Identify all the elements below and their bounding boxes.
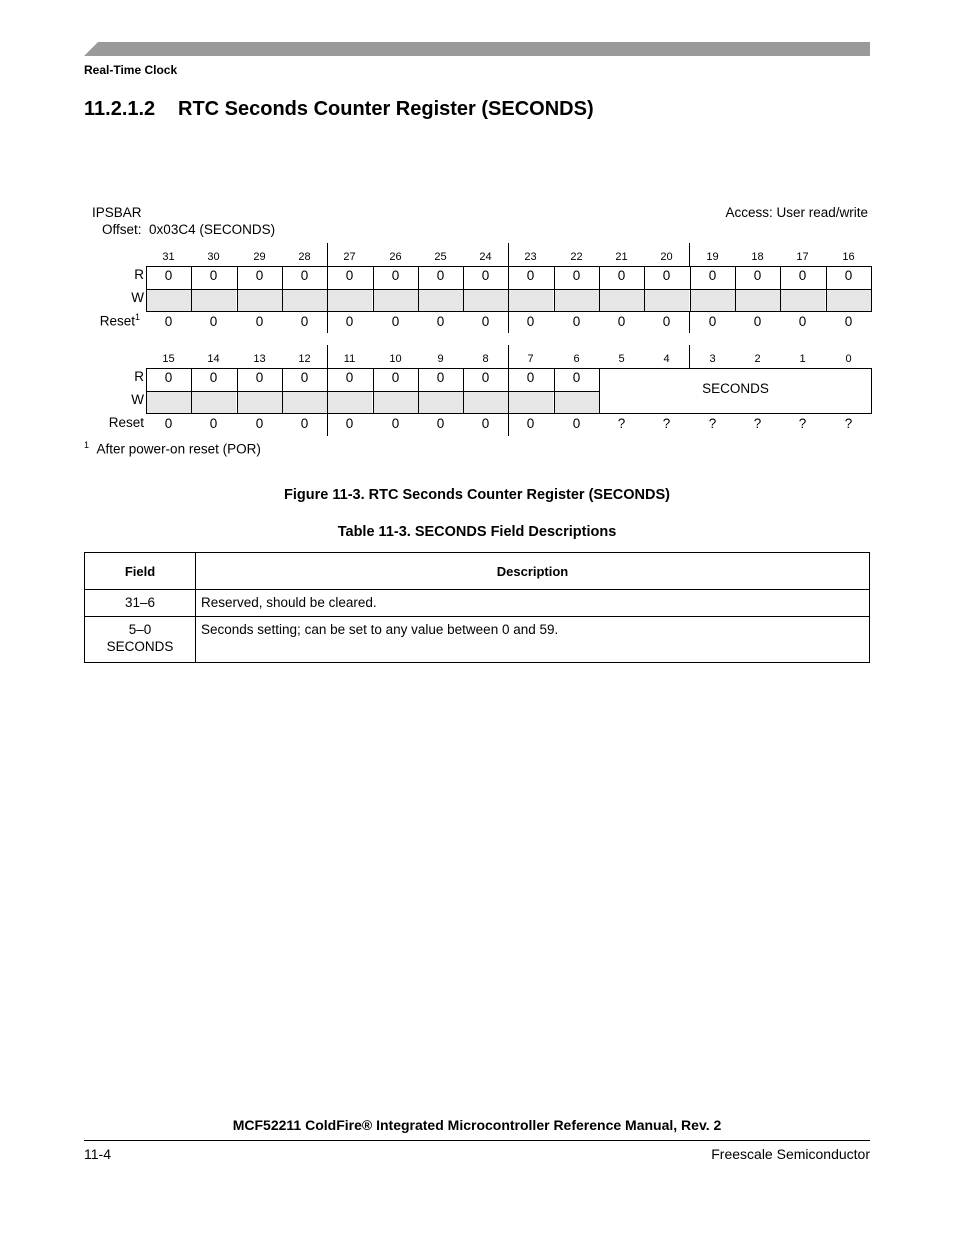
read-value: 0 [798,268,807,283]
read-value: 0 [526,268,535,283]
reset-value: 0 [300,314,309,329]
reset-label-text: Reset [99,313,135,329]
reset-value: ? [798,416,807,431]
reset-value: 0 [753,314,762,329]
write-reserved-cell [464,392,508,413]
read-value: 0 [209,268,218,283]
read-value: 0 [526,370,535,385]
bit-number: 25 [434,251,447,263]
bit-number: 21 [615,251,628,263]
bit-number: 2 [754,353,761,365]
reset-value: 0 [662,314,671,329]
bit-number: 7 [527,353,534,365]
read-value: 0 [436,370,445,385]
publisher: Freescale Semiconductor [711,1146,870,1162]
write-reserved-cell [509,392,553,413]
read-value: 0 [753,268,762,283]
write-reserved-cell [555,290,599,311]
bit-number: 0 [845,353,852,365]
lower-r-label: R [134,369,144,384]
write-reserved-cell [283,290,327,311]
bit-number: 20 [660,251,673,263]
reset-value: ? [844,416,853,431]
bit-number: 9 [437,353,444,365]
reset-value: ? [753,416,762,431]
bit-number: 30 [207,251,220,263]
reset-value: 0 [391,314,400,329]
reset-value: 0 [255,314,264,329]
reset-value: 0 [209,416,218,431]
bit-number: 13 [253,353,266,365]
read-value: 0 [345,370,354,385]
read-value: 0 [708,268,717,283]
reset-value: 0 [844,314,853,329]
bit-number: 10 [389,353,402,365]
bit-number: 15 [162,353,175,365]
field-bits: 5–0 [128,622,152,637]
read-value: 0 [391,370,400,385]
write-reserved-cell [555,392,599,413]
write-reserved-cell [781,290,825,311]
bit-number: 1 [799,353,806,365]
seconds-field: SECONDS [702,381,769,396]
reset-value: 0 [391,416,400,431]
reset-value: 0 [164,314,173,329]
description-cell: Reserved, should be cleared. [196,590,870,617]
bit-number: 17 [796,251,809,263]
bit-number: 6 [573,353,580,365]
bit-number: 24 [479,251,492,263]
footer-rule [84,1140,870,1141]
write-reserved-cell [328,290,372,311]
read-value: 0 [617,268,626,283]
lower-reset-label: Reset [108,415,144,430]
reset-value: ? [662,416,671,431]
figure-caption: Figure 11-3. RTC Seconds Counter Register (SECONDS) [284,487,670,503]
write-reserved-cell [147,290,191,311]
write-reserved-cell [374,290,418,311]
field-name: SECONDS [106,639,174,654]
read-value: 0 [662,268,671,283]
bit-number: 22 [570,251,583,263]
reset-value: 0 [345,416,354,431]
footer-title: MCF52211 ColdFire® Integrated Microcontroller Reference Manual, Rev. 2 [232,1117,722,1133]
write-reserved-cell [691,290,735,311]
write-reserved-cell [192,392,236,413]
read-value: 0 [436,268,445,283]
bit-number: 14 [207,353,220,365]
reset-value: 0 [436,416,445,431]
bit-number: 23 [524,251,537,263]
write-reserved-cell [600,290,644,311]
reset-value: 0 [708,314,717,329]
reset-value: 0 [481,314,490,329]
bit-number: 16 [842,251,855,263]
field-cell [85,590,196,617]
header-field: Field [85,553,196,590]
write-reserved-cell [147,392,191,413]
read-value: 0 [255,268,264,283]
reset-value: 0 [345,314,354,329]
reset-value: 0 [572,416,581,431]
reset-value: 0 [164,416,173,431]
read-value: 0 [345,268,354,283]
reset-value: 0 [798,314,807,329]
bit-number: 11 [343,353,356,365]
read-value: 0 [481,370,490,385]
bit-number: 8 [482,353,489,365]
field-cell [85,617,196,663]
reset-footnote-ref: 1 [134,312,140,322]
write-reserved-cell [238,392,282,413]
reset-value: 0 [255,416,264,431]
write-reserved-cell [419,392,463,413]
write-reserved-cell [374,392,418,413]
running-header: Real-Time Clock [84,63,178,77]
read-value: 0 [481,268,490,283]
register-base: IPSBAR [92,205,142,220]
read-value: 0 [209,370,218,385]
offset-label: Offset: [102,222,142,237]
read-value: 0 [572,370,581,385]
bit-number: 28 [298,251,311,263]
footnote-text: After power-on reset (POR) [96,441,261,457]
write-reserved-cell [283,392,327,413]
read-value: 0 [164,268,173,283]
reset-value: 0 [572,314,581,329]
bit-number: 4 [663,353,670,365]
table-row [85,617,870,663]
write-reserved-cell [645,290,689,311]
table-header-row [85,553,870,590]
footnote-number: 1 [84,440,90,450]
reset-value: 0 [526,416,535,431]
bit-number: 3 [709,353,716,365]
bit-number: 18 [751,251,764,263]
read-value: 0 [255,370,264,385]
bit-number: 31 [162,251,175,263]
write-reserved-cell [464,290,508,311]
upper-w-label: W [131,290,144,305]
reset-value: ? [708,416,717,431]
upper-r-label: R [134,267,144,282]
read-value: 0 [572,268,581,283]
write-reserved-cell [192,290,236,311]
reset-value: 0 [617,314,626,329]
field-descriptions-table [84,552,870,663]
reset-value: 0 [300,416,309,431]
write-reserved-cell [419,290,463,311]
section-number: 11.2.1.2 [84,98,156,120]
register-access: Access: User read/write [725,205,868,220]
table-row [85,590,870,617]
bit-number: 5 [618,353,625,365]
read-value: 0 [300,370,309,385]
lower-w-label: W [131,392,144,407]
upper-reset-label [80,312,140,329]
bit-number: 29 [253,251,266,263]
header-description: Description [196,553,870,590]
write-reserved-cell [827,290,871,311]
footnote [84,440,261,457]
bit-number: 26 [389,251,402,263]
reset-value: 0 [209,314,218,329]
write-reserved-cell [509,290,553,311]
reset-value: ? [617,416,626,431]
table-caption: Table 11-3. SECONDS Field Descriptions [337,524,617,540]
write-reserved-cell [328,392,372,413]
bit-number: 27 [343,251,356,263]
read-value: 0 [164,370,173,385]
page-number: 11-4 [84,1146,111,1162]
reset-value: 0 [526,314,535,329]
reset-value: 0 [481,416,490,431]
reset-value: 0 [436,314,445,329]
bit-number: 19 [706,251,719,263]
write-reserved-cell [238,290,282,311]
section-title: RTC Seconds Counter Register (SECONDS) [178,98,594,120]
read-value: 0 [844,268,853,283]
write-reserved-cell [736,290,780,311]
offset-value: 0x03C4 (SECONDS) [149,222,276,237]
read-value: 0 [300,268,309,283]
field-bits: 31–6 [124,595,156,610]
description-cell: Seconds setting; can be set to any value between 0 and 59. [196,617,870,663]
read-value: 0 [391,268,400,283]
bit-number: 12 [298,353,311,365]
